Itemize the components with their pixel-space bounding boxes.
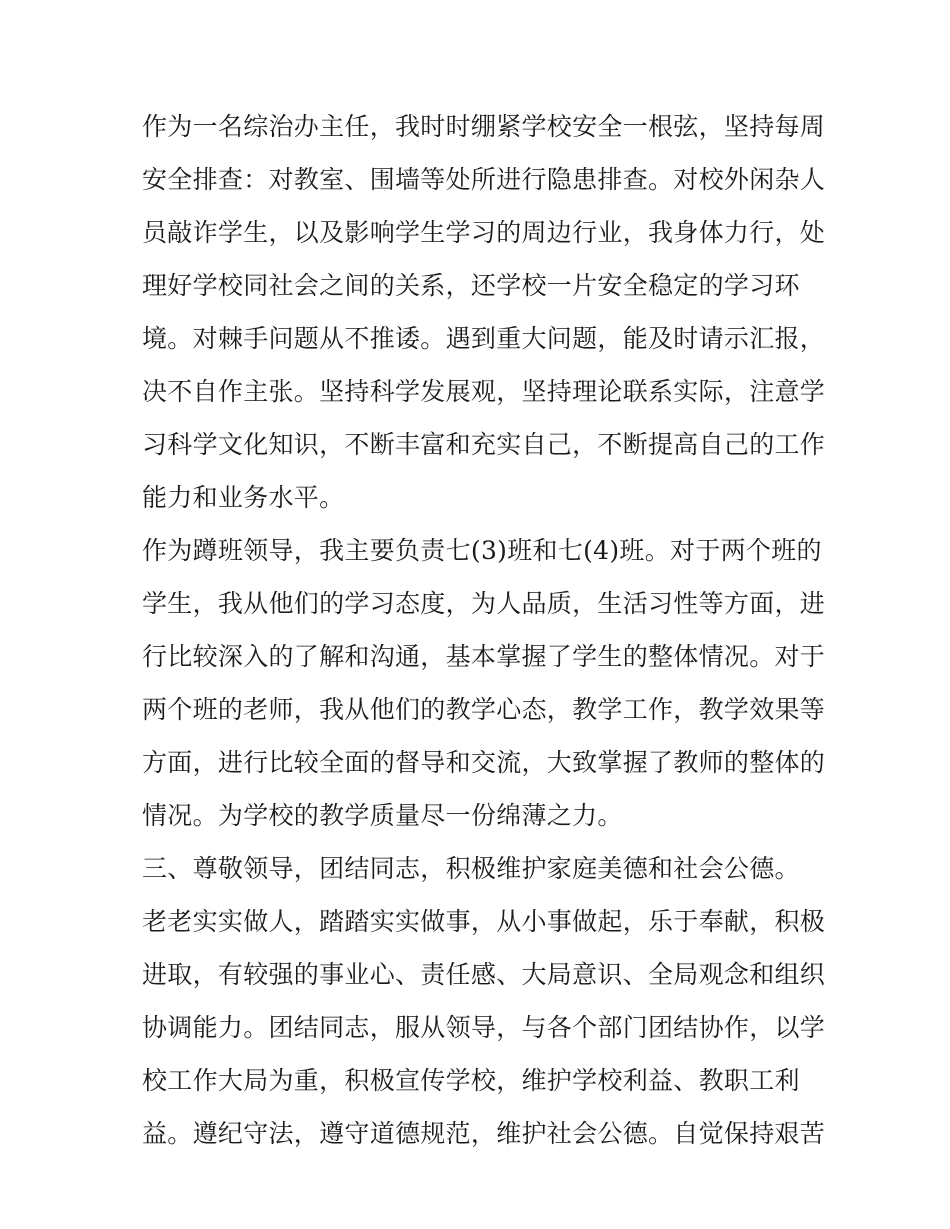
text-line: 决不自作主张。坚持科学发展观，坚持理论联系实际，注意学 — [142, 377, 826, 406]
text-line: 两个班的老师，我从他们的教学心态，教学工作，教学效果等 — [142, 695, 826, 724]
text-line: 方面，进行比较全面的督导和交流，大致掌握了教师的整体的 — [142, 748, 826, 777]
text-line: 校工作大局为重，积极宣传学校，维护学校利益、教职工利 — [142, 1066, 800, 1095]
text-line: 境。对棘手问题从不推诿。遇到重大问题，能及时请示汇报， — [142, 324, 826, 353]
text-line: 协调能力。团结同志，服从领导，与各个部门团结协作，以学 — [142, 1013, 826, 1042]
text-line: 安全排查：对教室、围墙等处所进行隐患排查。对校外闲杂人 — [142, 165, 826, 194]
text-line: 行比较深入的了解和沟通，基本掌握了学生的整体情况。对于 — [142, 642, 826, 671]
text-line: 理好学校同社会之间的关系，还学校一片安全稳定的学习环 — [142, 271, 800, 300]
text-line: 能力和业务水平。 — [142, 483, 345, 512]
section-heading: 三、尊敬领导，团结同志，积极维护家庭美德和社会公德。 — [142, 854, 800, 883]
text-line: 员敲诈学生，以及影响学生学习的周边行业，我身体力行，处 — [142, 218, 826, 247]
text-line: 作为蹲班领导，我主要负责七(3)班和七(4)班。对于两个班的 — [142, 536, 822, 565]
text-line: 作为一名综治办主任，我时时绷紧学校安全一根弦，坚持每周 — [142, 112, 826, 141]
text-line: 情况。为学校的教学质量尽一份绵薄之力。 — [142, 801, 623, 830]
text-line: 进取，有较强的事业心、责任感、大局意识、全局观念和组织 — [142, 960, 826, 989]
text-line: 习科学文化知识，不断丰富和充实自己，不断提高自己的工作 — [142, 430, 826, 459]
text-line: 学生，我从他们的学习态度，为人品质，生活习性等方面，进 — [142, 589, 826, 618]
text-line: 益。遵纪守法，遵守道德规范，维护社会公德。自觉保持艰苦 — [142, 1119, 826, 1148]
text-line: 老老实实做人，踏踏实实做事，从小事做起，乐于奉献，积极 — [142, 907, 826, 936]
